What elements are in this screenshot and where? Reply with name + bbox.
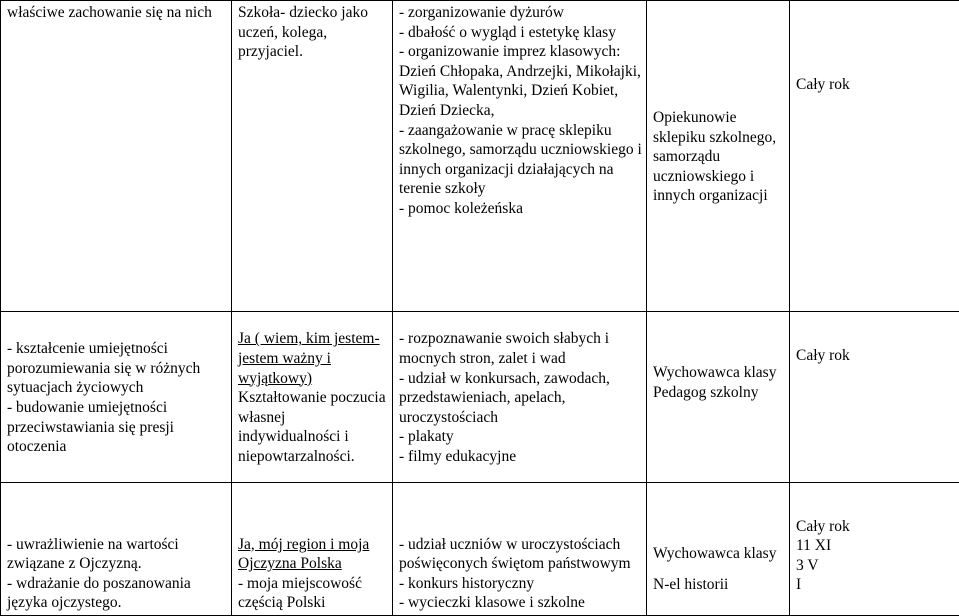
cell-text: Szkoła- dziecko jako uczeń, kolega, przyjaciel. (238, 3, 388, 62)
cell-text: I (796, 575, 955, 595)
goal-cell (1, 312, 232, 483)
cell-text: - dbałość o wygląd i estetykę klasy (399, 23, 642, 43)
responsible-cell (647, 1, 790, 312)
cell-text: Wychowawca klasy (653, 544, 785, 564)
topic-cell (232, 483, 393, 616)
topic-cell (232, 312, 393, 483)
date-cell (790, 312, 959, 483)
cell-text: - filmy edukacyjne (399, 447, 642, 467)
date-cell (790, 1, 959, 312)
cell-text: N-el historii (653, 575, 785, 595)
cell-text: Opiekunowie sklepiku szkolnego, samorządu uczniowskiego i innych organizacji (653, 108, 785, 206)
cell-text: - wycieczki klasowe i szkolne (399, 593, 642, 613)
cell-text: 11 XI (796, 536, 955, 556)
responsible-cell (647, 483, 790, 616)
activities-cell (393, 483, 647, 616)
cell-text: Cały rok (796, 346, 955, 366)
cell-text: - uwrażliwienie na wartości związane z Ojczyzną. (7, 535, 227, 574)
cell-text: - udział w konkursach, zawodach, przedstawieniach, apelach, uroczystościach (399, 369, 642, 428)
cell-text: Ja, mój region i moja Ojczyzna Polska (238, 535, 388, 574)
cell-text: Wychowawca klasy (653, 363, 785, 383)
cell-text: Kształtowanie poczucia własnej indywidualności i niepowtarzalności. (238, 388, 388, 466)
activities-cell (393, 1, 647, 312)
cell-text: - zorganizowanie dyżurów (399, 3, 642, 23)
goal-cell (1, 1, 232, 312)
table-row (1, 312, 959, 483)
cell-text: - udział uczniów w uroczystościach poświęconych świętom państwowym (399, 535, 642, 574)
responsible-cell (647, 312, 790, 483)
cell-text: - kształcenie umiejętności porozumiewania się w różnych sytuacjach życiowych (7, 339, 227, 398)
cell-text: - pomoc koleżeńska (399, 199, 642, 219)
cell-text: - plakaty (399, 427, 642, 447)
cell-text: - moja miejscowość częścią Polski (238, 574, 388, 613)
cell-text: - konkurs historyczny (399, 574, 642, 594)
cell-text: - wdrażanie do poszanowania języka ojczystego. (7, 574, 227, 613)
goal-cell (1, 483, 232, 616)
cell-text: - zaangażowanie w pracę sklepiku szkolnego, samorządu uczniowskiego i innych organizacji działających na terenie szkoły (399, 121, 642, 199)
topic-cell (232, 1, 393, 312)
cell-text: 3 V (796, 556, 955, 576)
cell-text: Ja ( wiem, kim jestem- jestem ważny i wyjątkowy) (238, 329, 388, 388)
cell-text: - budowanie umiejętności przeciwstawiania się presji otoczenia (7, 398, 227, 457)
cell-text: - rozpoznawanie swoich słabych i mocnych stron, zalet i wad (399, 329, 642, 368)
table-row (1, 483, 959, 616)
date-cell (790, 483, 959, 616)
cell-text: Cały rok (796, 517, 955, 537)
cell-text: Pedagog szkolny (653, 383, 785, 403)
cell-text: - organizowanie imprez klasowych: Dzień Chłopaka, Andrzejki, Mikołajki, Wigilia, Walentynki, Dzień Kobiet, Dzień Dziecka, (399, 42, 642, 120)
cell-text: Cały rok (796, 75, 955, 95)
activities-cell (393, 312, 647, 483)
cell-text: właściwe zachowanie się na nich (7, 3, 227, 23)
table-row (1, 1, 959, 312)
